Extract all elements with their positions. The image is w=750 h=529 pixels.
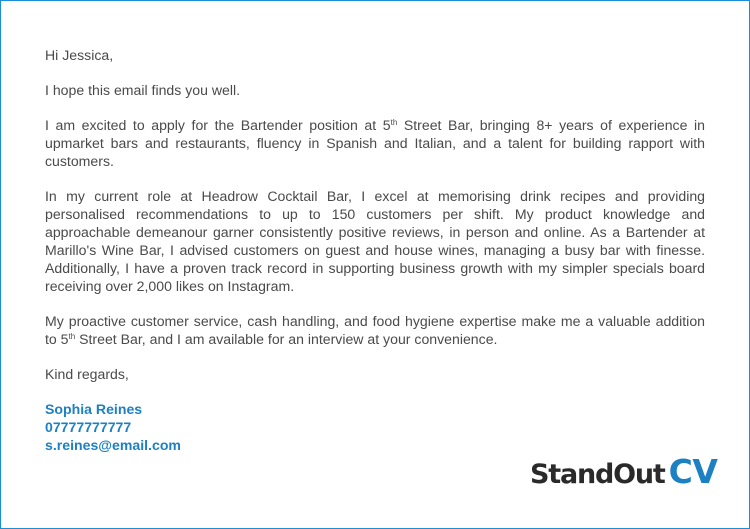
email-letter [45,46,705,454]
closing-phrase: Kind regards, [45,366,129,382]
signature-block [45,400,705,454]
paragraph-pitch-start: My proactive customer service, cash handling, and food hygiene expertise make me a valuable addition to 5 [45,313,705,347]
logo-brand-text: StandOut [530,459,665,490]
signature-email: s.reines@email.com [45,437,181,453]
signature-name: Sophia Reines [45,401,143,417]
paragraph-closing-pitch [45,312,705,348]
paragraph-experience: In my current role at Headrow Cocktail Bar, I excel at memorising drink recipes and providing personalised recommendations to up to 150 customers per shift. My product knowledge and approachable demeanour garner consistently positive reviews, in person and online. As a Bartender at Marillo's Wine Bar, I advised customers on guest and house wines, managing a busy bar with finesse. Additionally, I have a proven track record in supporting business growth with my simpler specials board receiving over 2,000 likes on Instagram. [45,188,705,294]
signature-phone: 07777777777 [45,419,132,435]
paragraph-intro-start: I am excited to apply for the Bartender position at 5 [45,117,391,133]
paragraph-pitch-end: Street Bar, and I am available for an interview at your convenience. [75,331,498,347]
paragraph-intro-end: Street Bar, bringing 8+ years of experience in upmarket bars and restaurants, fluency in Spanish and Italian, and a talent for building rapport with customers. [45,117,705,169]
greeting: Hi Jessica, [45,47,114,63]
standout-cv-logo [530,452,717,491]
ordinal-suffix: th [68,332,76,341]
opening-line: I hope this email finds you well. [45,82,241,98]
paragraph-intro [45,116,705,170]
ordinal-suffix: th [390,118,398,127]
logo-cv-text: CV [668,452,718,491]
